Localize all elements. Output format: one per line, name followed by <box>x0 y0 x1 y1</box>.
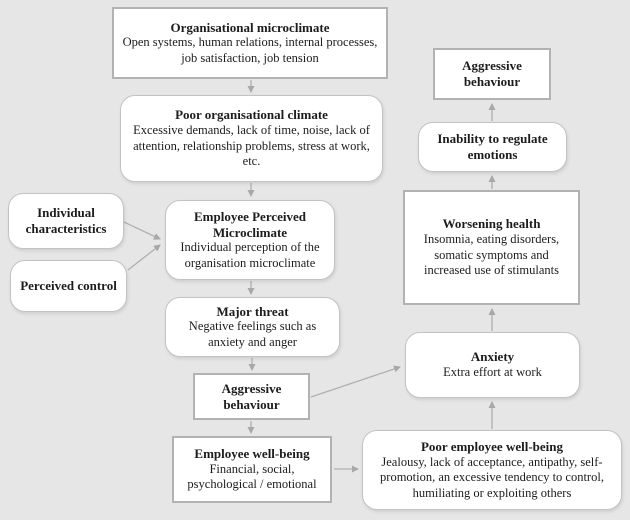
node-body: Negative feelings such as anxiety and anger <box>188 319 317 349</box>
node-major-threat <box>165 297 340 357</box>
node-body: Jealousy, lack of acceptance, antipathy, self-promotion, an excessive tendency to control, humiliating or exploiting others <box>380 454 604 500</box>
node-title: Organisational microclimate <box>170 19 330 35</box>
arrow-individual-to-perceived <box>124 222 160 239</box>
node-inability-to-regulate-emotions <box>418 122 567 172</box>
node-title: Individual characteristics <box>25 205 107 236</box>
node-employee-perceived-microclimate <box>165 200 335 280</box>
node-worsening-health <box>403 190 580 305</box>
node-anxiety <box>405 332 580 398</box>
node-title: Employee well-being <box>194 446 310 462</box>
node-body: Insomnia, eating disorders, somatic symptoms and increased use of stimulants <box>423 232 560 278</box>
node-aggressive-behaviour-top <box>433 48 551 100</box>
node-title: Employee Perceived Microclimate <box>193 208 307 240</box>
node-body: Individual perception of the organisation microclimate <box>180 240 320 270</box>
node-title: Poor organisational climate <box>175 107 328 123</box>
node-organisational-microclimate <box>112 7 388 79</box>
node-perceived-control <box>10 260 127 312</box>
node-title: Perceived control <box>20 278 117 294</box>
node-body: Excessive demands, lack of time, noise, lack of attention, relationship problems, stress at work, etc. <box>133 123 370 169</box>
arrow-control-to-perceived <box>128 245 160 270</box>
node-body: Open systems, human relations, internal processes, job satisfaction, job tension <box>122 35 378 65</box>
node-individual-characteristics <box>8 193 124 249</box>
node-aggressive-behaviour-center <box>193 373 310 420</box>
node-title: Worsening health <box>442 216 541 232</box>
node-title: Inability to regulate emotions <box>437 131 548 162</box>
node-title: Aggressive behaviour <box>221 380 282 412</box>
node-body: Financial, social, psychological / emotional <box>187 461 317 492</box>
node-title: Aggressive behaviour <box>462 58 522 89</box>
node-poor-employee-well-being <box>362 430 622 510</box>
arrow-aggressive-to-anxiety <box>311 367 400 397</box>
node-title: Major threat <box>216 303 289 319</box>
node-body: Extra effort at work <box>443 365 542 380</box>
node-employee-well-being <box>172 436 332 503</box>
node-poor-organisational-climate <box>120 95 383 182</box>
node-title: Poor employee well-being <box>420 438 563 454</box>
node-title: Anxiety <box>470 349 515 365</box>
